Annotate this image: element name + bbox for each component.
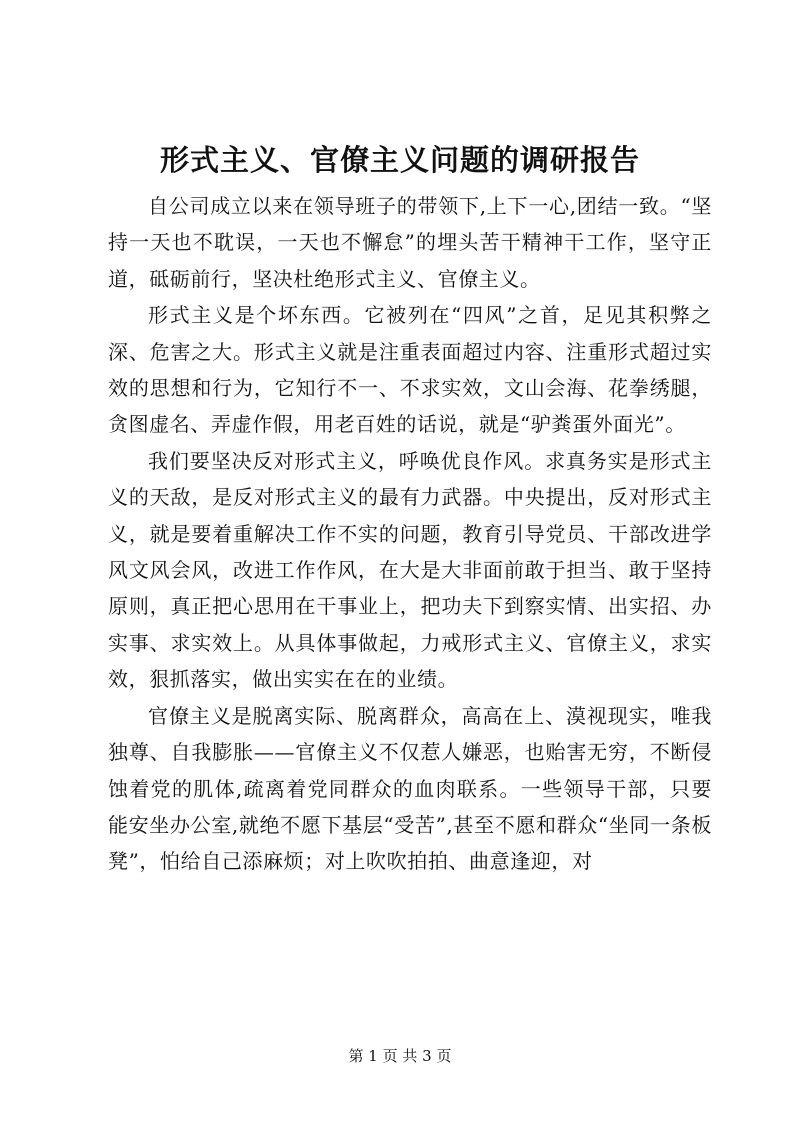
document-title: 形式主义、官僚主义问题的调研报告 (159, 143, 640, 177)
paragraph-formalism: 形式主义是个坏东西。它被列在“四风”之首，足见其积弊之深、危害之大。形式主义就是注重表面超过内容、注重形式超过实效的思想和行为，它知行不一、不求实效，文山会海、花拳绣腿，贪图虚名、弄虚作假，用老百姓的话说，就是“驴粪蛋外面光”。 (108, 303, 712, 437)
paragraph-intro: 自公司成立以来在领导班子的带领下,上下一心,团结一致。“坚持一天也不耽误，一天也不懈怠”的埋头苦干精神干工作，坚守正道，砥砺前行，坚决杜绝形式主义、官僚主义。 (108, 194, 712, 291)
paragraph-bureaucratism: 官僚主义是脱离实际、脱离群众，高高在上、漠视现实，唯我独尊、自我膨胀——官僚主义不仅惹人嫌恶，也贻害无穷，不断侵蚀着党的肌体,疏离着党同群众的血肉联系。一些领导干部，只要能安坐办公室,就绝不愿下基层“受苦”,甚至不愿和群众“坐同一条板凳”，怕给自己添麻烦；对上吹吹拍拍、曲意逢迎，对 (108, 703, 712, 874)
page-footer: 第 1 页 共 3 页 (348, 1047, 452, 1065)
paragraph-oppose-formalism: 我们要坚决反对形式主义，呼唤优良作风。求真务实是形式主义的天敌，是反对形式主义的最有力武器。中央提出，反对形式主义，就是要着重解决工作不实的问题，教育引导党员、干部改进学风文风会风，改进工作作风，在大是大非面前敢于担当、敢于坚持原则，真正把心思用在干事业上，把功夫下到察实情、出实招、办实事、求实效上。从具体事做起，力戒形式主义、官僚主义，求实效，狠抓落实，做出实实在在的业绩。 (108, 448, 712, 692)
document-body (108, 188, 712, 880)
